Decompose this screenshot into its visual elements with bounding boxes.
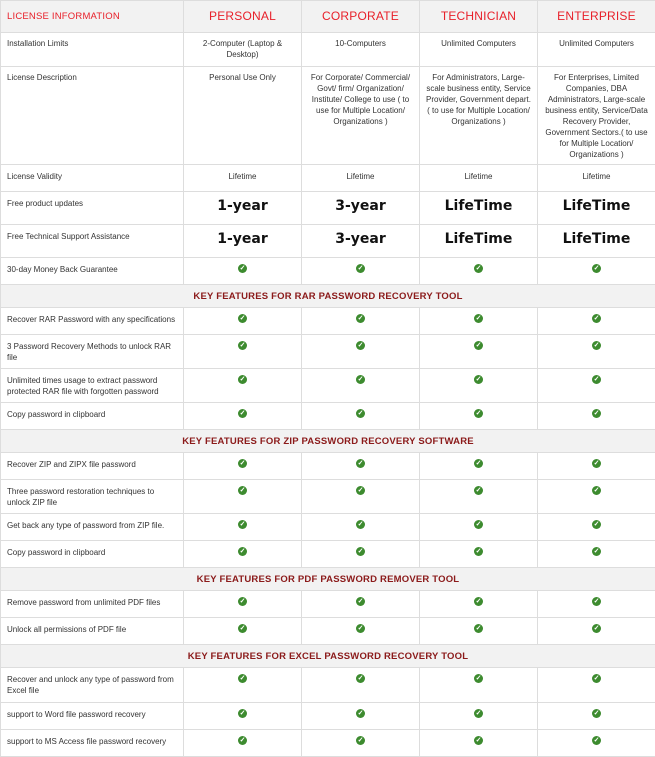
cell-value: LifeTime xyxy=(538,192,655,225)
cell-check xyxy=(538,541,655,568)
cell-value: Lifetime xyxy=(538,165,655,192)
feature-label: Get back any type of password from ZIP file. xyxy=(1,514,184,541)
row-installation-limits xyxy=(1,33,655,67)
check-circle-icon: ✓ xyxy=(592,375,601,384)
feature-row xyxy=(1,403,655,430)
section-header-row xyxy=(1,285,655,308)
check-circle-icon: ✓ xyxy=(238,486,247,495)
section-header-row xyxy=(1,430,655,453)
cell-check xyxy=(538,335,655,369)
cell-check xyxy=(302,403,420,430)
plan-header-personal: PERSONAL xyxy=(184,1,302,33)
feature-label: Copy password in clipboard xyxy=(1,541,184,568)
cell-check xyxy=(420,730,538,757)
cell-check xyxy=(302,335,420,369)
cell-check xyxy=(184,541,302,568)
cell-check xyxy=(184,403,302,430)
check-circle-icon: ✓ xyxy=(474,409,483,418)
cell-check xyxy=(302,668,420,703)
cell-check xyxy=(302,730,420,757)
cell-check xyxy=(302,514,420,541)
check-circle-icon: ✓ xyxy=(356,709,365,718)
check-circle-icon: ✓ xyxy=(592,314,601,323)
cell-value: For Administrators, Large-scale business entity, Service Provider, Government depart.( to use for Multiple Location/ Organizations ) xyxy=(420,67,538,165)
feature-label: Recover ZIP and ZIPX file password xyxy=(1,453,184,480)
cell-check xyxy=(184,480,302,514)
cell-value: Lifetime xyxy=(302,165,420,192)
cell-check xyxy=(420,403,538,430)
cell-check xyxy=(184,453,302,480)
check-circle-icon: ✓ xyxy=(592,709,601,718)
cell-check xyxy=(420,453,538,480)
cell-check xyxy=(302,480,420,514)
check-circle-icon: ✓ xyxy=(356,520,365,529)
check-circle-icon: ✓ xyxy=(238,520,247,529)
check-circle-icon: ✓ xyxy=(592,597,601,606)
row-free-product-updates xyxy=(1,192,655,225)
cell-check xyxy=(184,703,302,730)
check-circle-icon: ✓ xyxy=(238,709,247,718)
check-circle-icon: ✓ xyxy=(238,375,247,384)
check-circle-icon: ✓ xyxy=(238,341,247,350)
feature-label: 3 Password Recovery Methods to unlock RAR file xyxy=(1,335,184,369)
cell-check xyxy=(184,308,302,335)
cell-check xyxy=(420,668,538,703)
feature-label: Unlimited times usage to extract password protected RAR file with forgotten password xyxy=(1,369,184,403)
cell-check xyxy=(420,703,538,730)
feature-row xyxy=(1,618,655,645)
cell-check xyxy=(302,541,420,568)
check-circle-icon: ✓ xyxy=(238,597,247,606)
cell-value: Unlimited Computers xyxy=(420,33,538,67)
check-circle-icon: ✓ xyxy=(592,547,601,556)
row-label: Installation Limits xyxy=(1,33,184,67)
check-circle-icon: ✓ xyxy=(592,624,601,633)
row-license-validity xyxy=(1,165,655,192)
check-circle-icon: ✓ xyxy=(474,709,483,718)
check-circle-icon: ✓ xyxy=(474,520,483,529)
cell-value: For Corporate/ Commercial/ Govt/ firm/ Organization/ Institute/ College to use ( to use for Multiple Location/ Organizations ) xyxy=(302,67,420,165)
cell-value: LifeTime xyxy=(420,192,538,225)
check-circle-icon: ✓ xyxy=(238,264,247,273)
cell-check xyxy=(302,618,420,645)
cell-check xyxy=(420,335,538,369)
feature-row xyxy=(1,308,655,335)
cell-value: 1-year xyxy=(184,192,302,225)
check-circle-icon: ✓ xyxy=(592,341,601,350)
check-circle-icon: ✓ xyxy=(356,459,365,468)
feature-row xyxy=(1,591,655,618)
cell-check xyxy=(538,591,655,618)
plan-header-technician: TECHNICIAN xyxy=(420,1,538,33)
cell-check xyxy=(538,453,655,480)
feature-row xyxy=(1,453,655,480)
check-circle-icon: ✓ xyxy=(238,459,247,468)
cell-check xyxy=(538,730,655,757)
cell-check xyxy=(538,703,655,730)
check-circle-icon: ✓ xyxy=(356,264,365,273)
section-title: KEY FEATURES FOR PDF PASSWORD REMOVER TOOL xyxy=(1,568,655,591)
check-circle-icon: ✓ xyxy=(238,624,247,633)
cell-check xyxy=(420,541,538,568)
feature-row xyxy=(1,480,655,514)
section-header-row xyxy=(1,645,655,668)
cell-value: Lifetime xyxy=(420,165,538,192)
cell-value: Personal Use Only xyxy=(184,67,302,165)
cell-check xyxy=(302,308,420,335)
row-label: Free product updates xyxy=(1,192,184,225)
cell-check xyxy=(538,369,655,403)
cell-check xyxy=(184,335,302,369)
row-label: Free Technical Support Assistance xyxy=(1,225,184,258)
feature-label: support to MS Access file password recovery xyxy=(1,730,184,757)
cell-check xyxy=(420,618,538,645)
feature-label: Copy password in clipboard xyxy=(1,403,184,430)
check-circle-icon: ✓ xyxy=(238,736,247,745)
cell-check xyxy=(184,258,302,285)
cell-value: LifeTime xyxy=(538,225,655,258)
row-label: License Description xyxy=(1,67,184,165)
check-circle-icon: ✓ xyxy=(474,624,483,633)
section-title: KEY FEATURES FOR RAR PASSWORD RECOVERY TOOL xyxy=(1,285,655,308)
cell-check xyxy=(420,369,538,403)
cell-check xyxy=(538,618,655,645)
check-circle-icon: ✓ xyxy=(238,409,247,418)
check-circle-icon: ✓ xyxy=(592,736,601,745)
cell-value: LifeTime xyxy=(420,225,538,258)
check-circle-icon: ✓ xyxy=(592,409,601,418)
feature-row xyxy=(1,541,655,568)
features-body xyxy=(1,285,655,757)
check-circle-icon: ✓ xyxy=(592,486,601,495)
cell-check xyxy=(302,369,420,403)
cell-value: Unlimited Computers xyxy=(538,33,655,67)
feature-label: support to Word file password recovery xyxy=(1,703,184,730)
cell-check xyxy=(302,258,420,285)
check-circle-icon: ✓ xyxy=(474,264,483,273)
cell-check xyxy=(538,668,655,703)
cell-value: 3-year xyxy=(302,192,420,225)
feature-label: Remove password from unlimited PDF files xyxy=(1,591,184,618)
check-circle-icon: ✓ xyxy=(474,674,483,683)
check-circle-icon: ✓ xyxy=(356,624,365,633)
cell-check xyxy=(538,480,655,514)
cell-value: 1-year xyxy=(184,225,302,258)
feature-label: Unlock all permissions of PDF file xyxy=(1,618,184,645)
check-circle-icon: ✓ xyxy=(356,486,365,495)
check-circle-icon: ✓ xyxy=(474,736,483,745)
cell-check xyxy=(184,618,302,645)
check-circle-icon: ✓ xyxy=(356,314,365,323)
check-circle-icon: ✓ xyxy=(356,674,365,683)
row-label: License Validity xyxy=(1,165,184,192)
check-circle-icon: ✓ xyxy=(356,547,365,556)
plan-header-corporate: CORPORATE xyxy=(302,1,420,33)
cell-value: 10-Computers xyxy=(302,33,420,67)
feature-row xyxy=(1,514,655,541)
cell-check xyxy=(184,668,302,703)
cell-check xyxy=(538,308,655,335)
row-label: 30-day Money Back Guarantee xyxy=(1,258,184,285)
cell-check xyxy=(420,514,538,541)
plan-header-enterprise: ENTERPRISE xyxy=(538,1,655,33)
check-circle-icon: ✓ xyxy=(474,459,483,468)
cell-check xyxy=(302,453,420,480)
cell-check xyxy=(184,514,302,541)
check-circle-icon: ✓ xyxy=(474,375,483,384)
row-license-description xyxy=(1,67,655,165)
check-circle-icon: ✓ xyxy=(592,459,601,468)
header-row xyxy=(1,1,655,33)
cell-value: Lifetime xyxy=(184,165,302,192)
check-circle-icon: ✓ xyxy=(356,597,365,606)
check-circle-icon: ✓ xyxy=(592,674,601,683)
check-circle-icon: ✓ xyxy=(474,486,483,495)
cell-check xyxy=(184,591,302,618)
check-circle-icon: ✓ xyxy=(238,674,247,683)
cell-check xyxy=(538,514,655,541)
feature-row xyxy=(1,730,655,757)
section-header-row xyxy=(1,568,655,591)
check-circle-icon: ✓ xyxy=(356,409,365,418)
cell-check xyxy=(420,480,538,514)
cell-check xyxy=(420,308,538,335)
cell-value: For Enterprises, Limited Companies, DBA Administrators, Large-scale business entity, Service/Data Recovery Provider, Government Sectors.( to use for Multiple Location/ Organizations ) xyxy=(538,67,655,165)
feature-row xyxy=(1,335,655,369)
feature-row xyxy=(1,703,655,730)
feature-label: Three password restoration techniques to unlock ZIP file xyxy=(1,480,184,514)
feature-row xyxy=(1,369,655,403)
feature-label: Recover and unlock any type of password from Excel file xyxy=(1,668,184,703)
check-circle-icon: ✓ xyxy=(356,375,365,384)
header-license-information: LICENSE INFORMATION xyxy=(1,1,184,33)
check-circle-icon: ✓ xyxy=(474,547,483,556)
cell-check xyxy=(184,369,302,403)
check-circle-icon: ✓ xyxy=(356,341,365,350)
cell-check xyxy=(538,258,655,285)
feature-row xyxy=(1,668,655,703)
check-circle-icon: ✓ xyxy=(238,547,247,556)
cell-check xyxy=(302,703,420,730)
row-money-back-guarantee xyxy=(1,258,655,285)
feature-label: Recover RAR Password with any specifications xyxy=(1,308,184,335)
row-free-technical-support xyxy=(1,225,655,258)
check-circle-icon: ✓ xyxy=(356,736,365,745)
section-title: KEY FEATURES FOR EXCEL PASSWORD RECOVERY TOOL xyxy=(1,645,655,668)
cell-check xyxy=(538,403,655,430)
cell-check xyxy=(420,258,538,285)
cell-value: 3-year xyxy=(302,225,420,258)
cell-value: 2-Computer (Laptop & Desktop) xyxy=(184,33,302,67)
cell-check xyxy=(302,591,420,618)
check-circle-icon: ✓ xyxy=(238,314,247,323)
check-circle-icon: ✓ xyxy=(474,597,483,606)
cell-check xyxy=(420,591,538,618)
cell-check xyxy=(184,730,302,757)
check-circle-icon: ✓ xyxy=(474,341,483,350)
check-circle-icon: ✓ xyxy=(592,520,601,529)
section-title: KEY FEATURES FOR ZIP PASSWORD RECOVERY SOFTWARE xyxy=(1,430,655,453)
check-circle-icon: ✓ xyxy=(474,314,483,323)
check-circle-icon: ✓ xyxy=(592,264,601,273)
